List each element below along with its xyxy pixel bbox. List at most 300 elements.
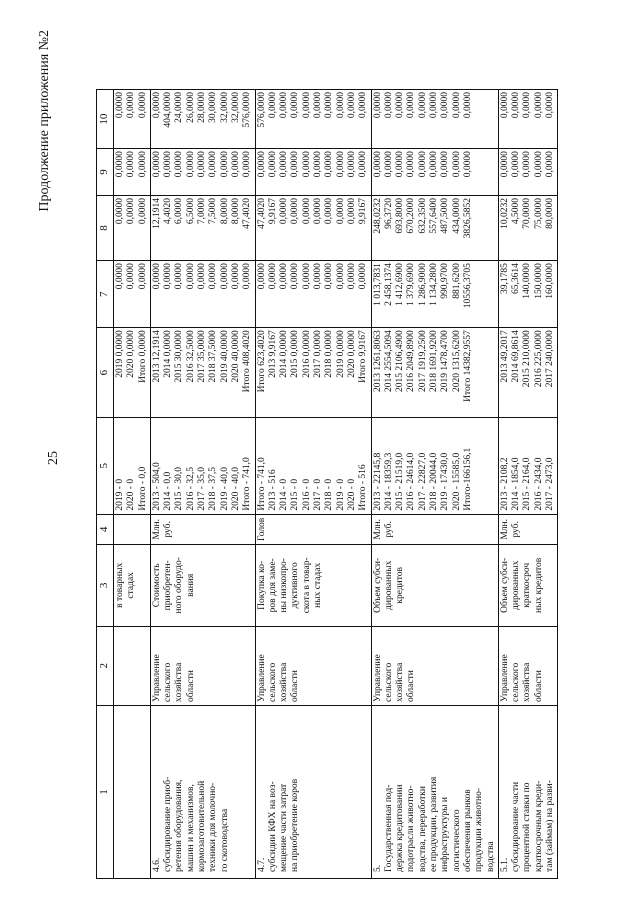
cell-line: 5. — [372, 864, 383, 872]
cell-line: руб. — [163, 521, 174, 538]
cell-line: Государственная под- — [383, 784, 394, 872]
cell-line: 24,0000 — [174, 92, 185, 123]
cell-line: 0,0000 — [126, 92, 137, 119]
cell-line: 0,0000 — [406, 151, 417, 178]
cell-line: 5.1. — [499, 857, 510, 872]
cell-line: 0,0000 — [137, 263, 148, 290]
cell-line: области — [185, 670, 196, 702]
table-cell — [255, 514, 371, 545]
appendix-table — [96, 89, 558, 879]
cell-line: 2013 9,9167 — [267, 330, 278, 378]
cell-line: 0,0000 — [256, 263, 267, 290]
cell-line: 0,0000 — [290, 263, 301, 290]
cell-line: области — [406, 670, 417, 702]
table-cell — [371, 261, 498, 328]
cell-line: 990,9700 — [440, 263, 451, 299]
cell-line: 47,4020 — [256, 197, 267, 229]
cell-line: Управление — [499, 654, 510, 702]
cell-line: 2014 - 0 — [279, 478, 290, 511]
cell-line: 2018 - 20044,0 — [429, 452, 440, 511]
cell-line: сельского — [383, 662, 394, 702]
col-header: 4 — [97, 514, 114, 545]
cell-line: 0,0000 — [126, 151, 137, 178]
table-cell — [255, 90, 371, 149]
page-number: 25 — [46, 451, 61, 465]
cell-line: 2013 - 22145,8 — [372, 452, 383, 511]
cell-line: Итого 623,4020 — [256, 330, 267, 393]
cell-line: 0,0000 — [372, 92, 383, 119]
table-row — [114, 90, 151, 879]
col-header: 10 — [97, 90, 114, 149]
cell-line: ров для заме- — [267, 558, 278, 613]
col-header: 9 — [97, 149, 114, 196]
table-cell — [114, 90, 151, 149]
cell-line: хозяйства — [174, 662, 185, 702]
cell-line: 2019 - 17430,0 — [440, 452, 451, 511]
cell-line: 47,4020 — [242, 197, 253, 229]
cell-line: 0,0000 — [163, 263, 174, 290]
table-cell — [114, 328, 151, 418]
table-cell — [498, 545, 557, 626]
cell-line: 2019 - 0 — [335, 478, 346, 511]
cell-line: ного оборудо- — [174, 557, 185, 614]
cell-line: 2017 1919,2500 — [417, 330, 428, 393]
cell-line: 2016 32,5000 — [185, 330, 196, 383]
table-cell — [498, 328, 557, 418]
cell-line: 6,5000 — [185, 197, 196, 225]
cell-line: 0,0000 — [256, 151, 267, 178]
cell-line: мещение части затрат — [279, 783, 290, 872]
cell-line: субсидирование приоб- — [163, 776, 174, 872]
cell-line: 0,0000 — [279, 197, 290, 225]
table-row — [371, 90, 498, 879]
cell-line: 9,9167 — [358, 197, 369, 225]
cell-line: 2016 - 24614,0 — [406, 452, 417, 511]
cell-line: 39,1785 — [499, 263, 510, 294]
cell-line: 0,0000 — [313, 151, 324, 178]
table-cell — [114, 195, 151, 260]
appendix-heading: Продолжение приложения №2 — [37, 30, 52, 212]
col-header: 3 — [97, 545, 114, 626]
cell-line: логистического — [451, 809, 462, 872]
cell-line: Итого 0,0000 — [137, 330, 148, 383]
cell-line: ее продукции, развития — [429, 776, 440, 872]
table-cell — [371, 417, 498, 514]
cell-line: 2018 - 37,5 — [208, 467, 219, 511]
cell-line: 0,0000 — [219, 263, 230, 290]
cell-line: 2014 - 0,0 — [163, 471, 174, 511]
cell-line: хозяйства — [395, 662, 406, 702]
cell-line: 0,0000 — [267, 151, 278, 178]
cell-line: 2016 - 2434,0 — [533, 457, 544, 511]
cell-line: 0,0000 — [533, 92, 544, 119]
cell-line: водства — [485, 841, 496, 872]
cell-line: 2015 0,0000 — [290, 330, 301, 378]
cell-line: 0,0000 — [383, 92, 394, 119]
cell-line: 2019 0,0000 — [115, 330, 125, 378]
cell-line: 0,0000 — [440, 151, 451, 178]
cell-line: 2015 - 0 — [290, 478, 301, 511]
cell-line: 2020 40,0000 — [230, 330, 241, 383]
cell-line: 80,0000 — [544, 197, 555, 229]
cell-line: водства, переработки — [417, 786, 428, 872]
table-cell — [255, 149, 371, 196]
cell-line: 7,5000 — [208, 197, 219, 225]
table-cell — [255, 705, 371, 878]
cell-line: Управление — [256, 654, 267, 702]
table-cell — [114, 417, 151, 514]
table-row — [255, 90, 371, 879]
cell-line: 0,0000 — [346, 151, 357, 178]
cell-line: 30,0000 — [208, 92, 219, 123]
cell-line: 2013 - 2108,2 — [499, 457, 510, 511]
table-cell — [150, 90, 255, 149]
cell-line: скота в товар- — [301, 557, 312, 614]
cell-line: 2019 - 0 — [115, 478, 125, 511]
cell-line: Итого-166156,1 — [462, 447, 473, 511]
cell-line: 434,0000 — [451, 197, 462, 234]
cell-line: кредитов — [395, 567, 406, 604]
cell-line: 0,0000 — [346, 92, 357, 119]
cell-line: Объем субси- — [499, 557, 510, 613]
cell-line: 0,0000 — [417, 151, 428, 178]
cell-line: субсидирование части — [511, 781, 522, 872]
cell-line: 4.6. — [151, 857, 162, 872]
col-header: 5 — [97, 417, 114, 514]
cell-line: 2013 12,1914 — [151, 330, 162, 383]
cell-line: 0,0000 — [290, 151, 301, 178]
table-cell — [371, 90, 498, 149]
table-cell — [498, 195, 557, 260]
cell-line: дированных — [511, 560, 522, 610]
cell-line: 0,0000 — [301, 92, 312, 119]
cell-line: 1 379,6900 — [406, 263, 417, 306]
table-cell — [150, 626, 255, 705]
table-cell — [150, 149, 255, 196]
cell-line: 0,0000 — [185, 151, 196, 178]
cell-line: 2015 2106,4900 — [395, 330, 406, 393]
cell-line: 0,0000 — [511, 151, 522, 178]
cell-line: 2017 - 35,0 — [197, 467, 208, 511]
cell-line: 2020 - 15585,0 — [451, 452, 462, 511]
cell-line: 2014 2554,5094 — [383, 330, 394, 393]
cell-line: 0,0000 — [208, 151, 219, 178]
cell-line: 2015 - 2164,0 — [522, 457, 533, 511]
cell-line: 0,0000 — [185, 263, 196, 290]
cell-line: 0,0000 — [429, 92, 440, 119]
cell-line: Итого - 741,0 — [242, 457, 253, 511]
cell-line: 0,0000 — [197, 151, 208, 178]
cell-line: 2016 0,0000 — [301, 330, 312, 378]
cell-line: 0,0000 — [522, 92, 533, 119]
cell-line: техники для молочно- — [208, 782, 219, 872]
cell-line: 0,0000 — [267, 92, 278, 119]
table-cell — [498, 261, 557, 328]
cell-line: 0,0000 — [358, 263, 369, 290]
cell-line: 2018 0,0000 — [324, 330, 335, 378]
table-cell — [255, 545, 371, 626]
cell-line: 0,0000 — [115, 151, 125, 178]
cell-line: 4,5000 — [511, 197, 522, 225]
table-cell — [150, 417, 255, 514]
cell-line: 0,0000 — [174, 263, 185, 290]
cell-line: 0,0000 — [115, 92, 125, 119]
cell-line: 0,0000 — [522, 151, 533, 178]
table-cell — [255, 261, 371, 328]
table-cell — [150, 514, 255, 545]
cell-line: 12,1914 — [151, 197, 162, 229]
cell-line: 0,0000 — [358, 92, 369, 119]
cell-line: продукции животно- — [474, 788, 485, 872]
cell-line: 0,0000 — [335, 92, 346, 119]
cell-line: 2014 - 18359,3 — [383, 452, 394, 511]
cell-line: 96,3720 — [383, 197, 394, 229]
col-header: 2 — [97, 626, 114, 705]
table-cell — [255, 328, 371, 418]
cell-line: ретения оборудования, — [174, 779, 185, 872]
cell-line: 2013 - 504,0 — [151, 462, 162, 511]
table-cell — [498, 705, 557, 878]
cell-line: 2020 0,0000 — [126, 330, 137, 378]
cell-line: 0,0000 — [115, 197, 125, 225]
cell-line: инфраструктуры и — [440, 796, 451, 872]
table-cell — [114, 261, 151, 328]
table-cell — [150, 545, 255, 626]
cell-line: области — [290, 670, 301, 702]
cell-line: 2020 - 40,0 — [230, 467, 241, 511]
col-header: 8 — [97, 195, 114, 260]
cell-line: хозяйства — [279, 662, 290, 702]
cell-line: 2017 - 2473,0 — [544, 457, 555, 511]
cell-line: 2020 0,0000 — [346, 330, 357, 378]
cell-line: 0,0000 — [151, 151, 162, 178]
header-row — [97, 90, 114, 879]
cell-line: 0,0000 — [499, 92, 510, 119]
table-cell — [114, 626, 151, 705]
cell-line: 2014 69,8614 — [511, 330, 522, 383]
cell-line: 0,0000 — [324, 263, 335, 290]
table-cell — [255, 195, 371, 260]
cell-line: Стоимость — [151, 563, 162, 608]
table-cell — [150, 261, 255, 328]
cell-line: 0,0000 — [137, 92, 148, 119]
table-cell — [371, 328, 498, 418]
cell-line: 0,0000 — [230, 151, 241, 178]
cell-line: 0,0000 — [324, 92, 335, 119]
cell-line: 10556,3705 — [462, 263, 473, 309]
col-header: 1 — [97, 705, 114, 878]
cell-line: 4.7. — [256, 857, 267, 872]
cell-line: 248,0232 — [372, 197, 383, 234]
cell-line: 0,0000 — [313, 92, 324, 119]
col-header: 7 — [97, 261, 114, 328]
cell-line: 2018 - 0 — [324, 478, 335, 511]
cell-line: 2017 35,0000 — [197, 330, 208, 383]
cell-line: области — [533, 670, 544, 702]
cell-line: ных кредитов — [533, 557, 544, 613]
cell-line: 28,0000 — [197, 92, 208, 123]
table-cell — [498, 417, 557, 514]
cell-line: краткосрочным креди- — [533, 780, 544, 872]
cell-line: кормозаготовительной — [197, 780, 208, 872]
cell-line: 2020 - 0 — [126, 478, 137, 511]
cell-line: Млн. — [372, 519, 383, 540]
table-cell — [114, 149, 151, 196]
cell-line: 487,5000 — [440, 197, 451, 234]
cell-line: 75,0000 — [533, 197, 544, 229]
cell-line: 0,0000 — [279, 263, 290, 290]
cell-line: 2 458,1374 — [383, 263, 394, 306]
cell-line: 0,0000 — [462, 92, 473, 119]
cell-line: 2020 1315,6200 — [451, 330, 462, 393]
table-cell — [255, 626, 371, 705]
cell-line: 0,0000 — [346, 263, 357, 290]
cell-line: 2014 - 1854,0 — [511, 457, 522, 511]
cell-line: 26,0000 — [185, 92, 196, 123]
cell-line: 0,0000 — [395, 151, 406, 178]
cell-line: 0,0000 — [126, 263, 137, 290]
cell-line: Итого 9,9167 — [358, 330, 369, 383]
cell-line: 0,0000 — [335, 197, 346, 225]
cell-line: 160,0000 — [544, 263, 555, 299]
cell-line: 670,2000 — [406, 197, 417, 234]
cell-line: 0,0000 — [279, 151, 290, 178]
cell-line: 0,0000 — [151, 92, 162, 119]
cell-line: 2016 - 32,5 — [185, 467, 196, 511]
cell-line: 0,0000 — [451, 92, 462, 119]
cell-line: 0,0000 — [358, 151, 369, 178]
cell-line: Управление — [372, 654, 383, 702]
table-row — [498, 90, 557, 879]
table-cell — [255, 417, 371, 514]
cell-line: краткосроч — [522, 562, 533, 608]
table-cell — [371, 626, 498, 705]
cell-line: 2013 1261,8063 — [372, 330, 383, 393]
cell-line: вания — [185, 573, 196, 597]
table-cell — [114, 705, 151, 878]
cell-line: сельского — [511, 662, 522, 702]
cell-line: 2014 0,0000 — [279, 330, 290, 378]
cell-line: 0,0000 — [313, 197, 324, 225]
cell-line: сельского — [163, 662, 174, 702]
cell-line: 150,0000 — [533, 263, 544, 299]
cell-line: 2017 - 22827,0 — [417, 452, 428, 511]
table-cell — [114, 545, 151, 626]
cell-line: подотрасли животно- — [406, 785, 417, 872]
cell-line: 0,0000 — [267, 263, 278, 290]
cell-line: 0,0000 — [290, 92, 301, 119]
cell-line: 2019 1478,4700 — [440, 330, 451, 393]
cell-line: 881,6200 — [451, 263, 462, 299]
cell-line: 2020 - 0 — [346, 478, 357, 511]
cell-line: 0,0000 — [440, 92, 451, 119]
cell-line: 2019 0,0000 — [335, 330, 346, 378]
cell-line: 1 286,9000 — [417, 263, 428, 306]
cell-line: 1 013,7831 — [372, 263, 383, 306]
cell-line: 0,0000 — [324, 151, 335, 178]
cell-line: 140,0000 — [522, 263, 533, 299]
cell-line: 0,0000 — [151, 263, 162, 290]
cell-line: 0,0000 — [230, 263, 241, 290]
cell-line: процентной ставки по — [522, 782, 533, 872]
cell-line: 0,0000 — [451, 151, 462, 178]
table-cell — [498, 626, 557, 705]
cell-line: 0,0000 — [301, 151, 312, 178]
cell-line: Итого - 516 — [358, 464, 369, 511]
cell-line: 2017 - 0 — [313, 478, 324, 511]
cell-line: 3826,5852 — [462, 197, 473, 239]
cell-line: 10,0232 — [499, 197, 510, 229]
cell-line: 0,0000 — [346, 197, 357, 225]
cell-line: 0,0000 — [126, 197, 137, 225]
cell-line: 0,0000 — [115, 263, 125, 290]
cell-line: руб. — [383, 521, 394, 538]
table-cell — [371, 545, 498, 626]
cell-line: 0,0000 — [395, 92, 406, 119]
cell-line: стадах — [126, 572, 137, 599]
cell-line: 2016 - 0 — [301, 478, 312, 511]
cell-line: 576,0000 — [256, 92, 267, 128]
cell-line: 0,0000 — [197, 263, 208, 290]
cell-line: Управление — [151, 654, 162, 702]
cell-line: 0,0000 — [544, 151, 555, 178]
cell-line: 70,0000 — [522, 197, 533, 229]
cell-line: Млн. — [151, 519, 162, 540]
cell-line: обеспечения рынков — [462, 789, 473, 872]
cell-line: 2015 - 30,0 — [174, 467, 185, 511]
cell-line: 4,4020 — [163, 197, 174, 225]
table-cell — [371, 514, 498, 545]
cell-line: 2017 0,0000 — [313, 330, 324, 378]
cell-line: 2013 49,2017 — [499, 330, 510, 383]
cell-line: дуктивного — [290, 562, 301, 609]
cell-line: хозяйства — [522, 662, 533, 702]
cell-line: машин и механизмов, — [185, 784, 196, 872]
cell-line: 0,0000 — [324, 197, 335, 225]
cell-line: 32,0000 — [219, 92, 230, 123]
cell-line: 0,0000 — [533, 151, 544, 178]
cell-line: 576,0000 — [242, 92, 253, 128]
cell-line: 2019 - 40,0 — [219, 467, 230, 511]
cell-line: 0,0000 — [242, 151, 253, 178]
cell-line: в товарных — [115, 562, 125, 608]
cell-line: 0,0000 — [383, 151, 394, 178]
cell-line: 404,0000 — [163, 92, 174, 128]
cell-line: 2018 1691,9200 — [429, 330, 440, 393]
cell-line: 557,6400 — [429, 197, 440, 234]
cell-line: держка кредитовании — [395, 784, 406, 872]
cell-line: 9,9167 — [267, 197, 278, 225]
cell-line: Итого 408,4020 — [242, 330, 253, 393]
cell-line: 6,0000 — [174, 197, 185, 225]
cell-line: 2018 37,5000 — [208, 330, 219, 383]
cell-line: Итого 14382,9557 — [462, 330, 473, 402]
cell-line: ны низкопро- — [279, 558, 290, 613]
col-header: 6 — [97, 328, 114, 418]
cell-line: Покупка ко- — [256, 560, 267, 610]
table-cell — [150, 705, 255, 878]
cell-line: 0,0000 — [137, 197, 148, 225]
cell-line: 693,8000 — [395, 197, 406, 234]
cell-line: 7,0000 — [197, 197, 208, 225]
cell-line: Итого - 0,0 — [137, 466, 148, 511]
table-cell — [498, 514, 557, 545]
cell-line: 0,0000 — [499, 151, 510, 178]
cell-line: 0,0000 — [511, 92, 522, 119]
cell-line: 32,0000 — [230, 92, 241, 123]
table-cell — [498, 90, 557, 149]
cell-line: 0,0000 — [219, 151, 230, 178]
